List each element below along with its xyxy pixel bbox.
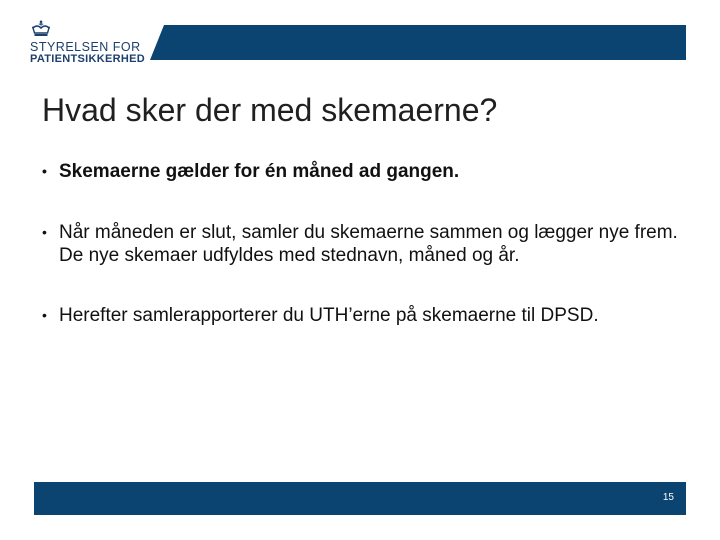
bullet-item: [42, 304, 692, 327]
header-bar: [150, 25, 686, 60]
bullet-item: [42, 221, 692, 267]
bullet-item: [42, 160, 692, 183]
footer-bar: [34, 482, 686, 515]
bullet-marker: •: [42, 307, 47, 323]
crown-icon: [30, 20, 52, 38]
bullet-list: [42, 160, 692, 327]
bullet-marker: •: [42, 224, 47, 240]
agency-logo: [30, 20, 155, 64]
bullet-marker: •: [42, 163, 47, 179]
slide-title: Hvad sker der med skemaerne?: [42, 92, 498, 128]
logo-text-line2: PATIENTSIKKERHED: [30, 53, 146, 65]
bullet-text: Når måneden er slut, samler du skemaerne sammen og lægger nye frem. De nye skemaer udfyldes med stednavn, måned og år.: [59, 222, 678, 266]
bullet-text: Skemaerne gælder for én måned ad gangen.: [59, 161, 460, 182]
page-number: 15: [662, 492, 674, 503]
bullet-text: Herefter samlerapporterer du UTH’erne på skemaerne til DPSD.: [59, 305, 599, 326]
logo-text-line1: STYRELSEN FOR: [30, 40, 141, 54]
